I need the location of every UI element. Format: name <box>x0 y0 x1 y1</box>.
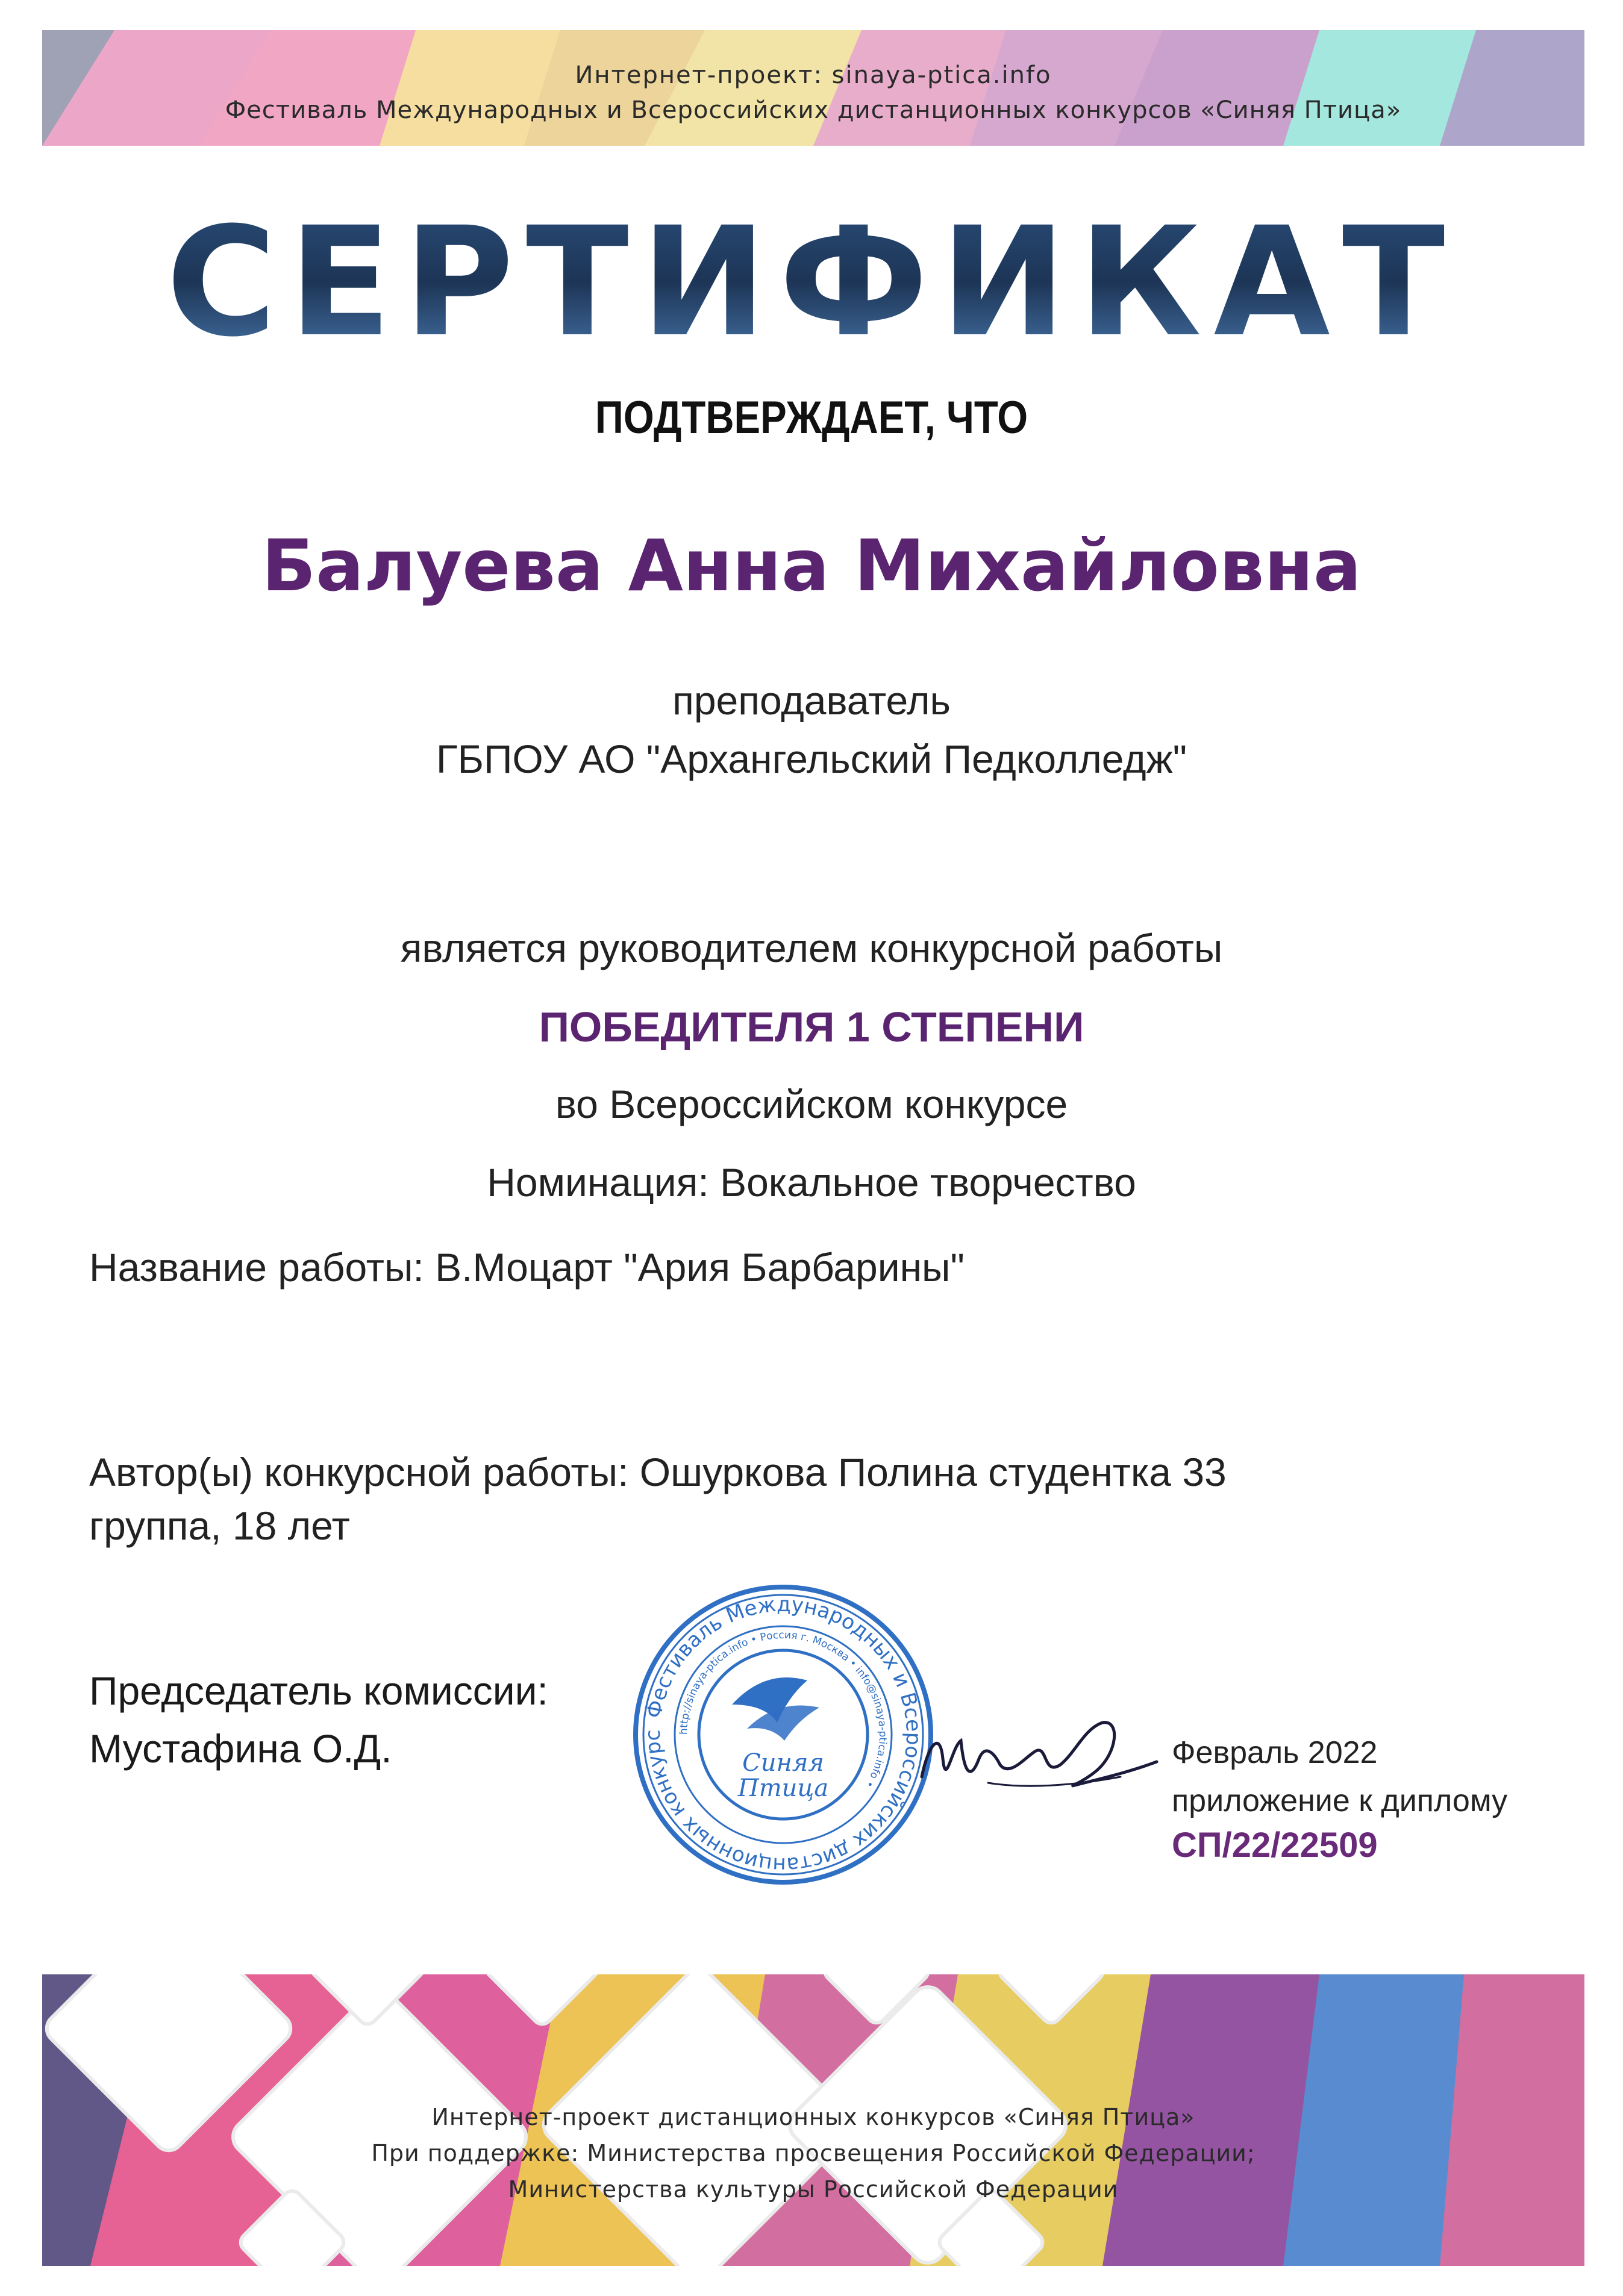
header-line-1: Интернет-проект: sinaya-ptica.info <box>575 61 1052 89</box>
bottom-banner <box>42 1974 1584 2266</box>
footer-line-1: Интернет-проект дистанционных конкурсов «Синяя Птица» <box>431 2104 1195 2130</box>
recipient-organization: ГБПОУ АО "Архангельский Педколледж" <box>436 737 1187 781</box>
stamp-ring-text: Фестиваль Международных и Всероссийских дистанционных конкурс <box>640 1592 926 1877</box>
chair-label: Председатель комиссии: <box>89 1668 548 1713</box>
certificate-title-graphic <box>0 199 1623 367</box>
contest-label: во Всероссийском конкурсе <box>555 1082 1068 1126</box>
degree-label: ПОБЕДИТЕЛЯ 1 СТЕПЕНИ <box>539 1003 1084 1050</box>
header-line-2: Фестиваль Международных и Всероссийских дистанционных конкурсов «Синяя Птица» <box>225 96 1402 124</box>
chair-signature <box>904 1686 1205 1819</box>
authors-block <box>89 1446 1227 1553</box>
chair-block <box>89 1662 548 1777</box>
chair-name: Мустафина О.Д. <box>89 1726 392 1771</box>
footer-line-3: Министерства культуры Российской Федерации <box>508 2176 1119 2203</box>
stamp-center-line-1: Синяя <box>742 1749 824 1777</box>
nomination-label: Номинация: Вокальное творчество <box>487 1160 1136 1205</box>
certificate-title-text: СЕРТИФИКАТ <box>166 199 1457 367</box>
footer-line-2: При поддержке: Министерства просвещения Российской Федерации; <box>371 2140 1256 2167</box>
appendix-label: приложение к диплому <box>1172 1783 1508 1818</box>
certificate-title <box>0 199 1623 367</box>
top-banner <box>42 30 1584 146</box>
signature-graphic <box>904 1686 1205 1819</box>
stamp-center-line-2: Птица <box>737 1774 829 1802</box>
issue-date: Февраль 2022 <box>1172 1735 1378 1770</box>
authors-line-1: Автор(ы) конкурсной работы: Ошуркова Полина студентка 33 <box>89 1450 1227 1494</box>
confirms-label: ПОДТВЕРЖДАЕТ, ЧТО <box>595 392 1028 443</box>
role-statement: является руководителем конкурсной работы <box>400 926 1223 970</box>
stamp-graphic <box>627 1578 940 1891</box>
recipient-name: Балуева Анна Михайловна <box>261 524 1362 607</box>
official-stamp <box>627 1578 940 1891</box>
diploma-number: СП/22/22509 <box>1172 1826 1378 1865</box>
work-title: Название работы: В.Моцарт "Ария Барбарины" <box>89 1245 965 1290</box>
stamp-inner-text: http://sinaya-ptica.info • Россия г. Москва • info@sinaya-ptica.info • <box>677 1629 889 1790</box>
recipient-position: преподаватель <box>672 678 951 723</box>
authors-line-2: группа, 18 лет <box>89 1503 350 1549</box>
